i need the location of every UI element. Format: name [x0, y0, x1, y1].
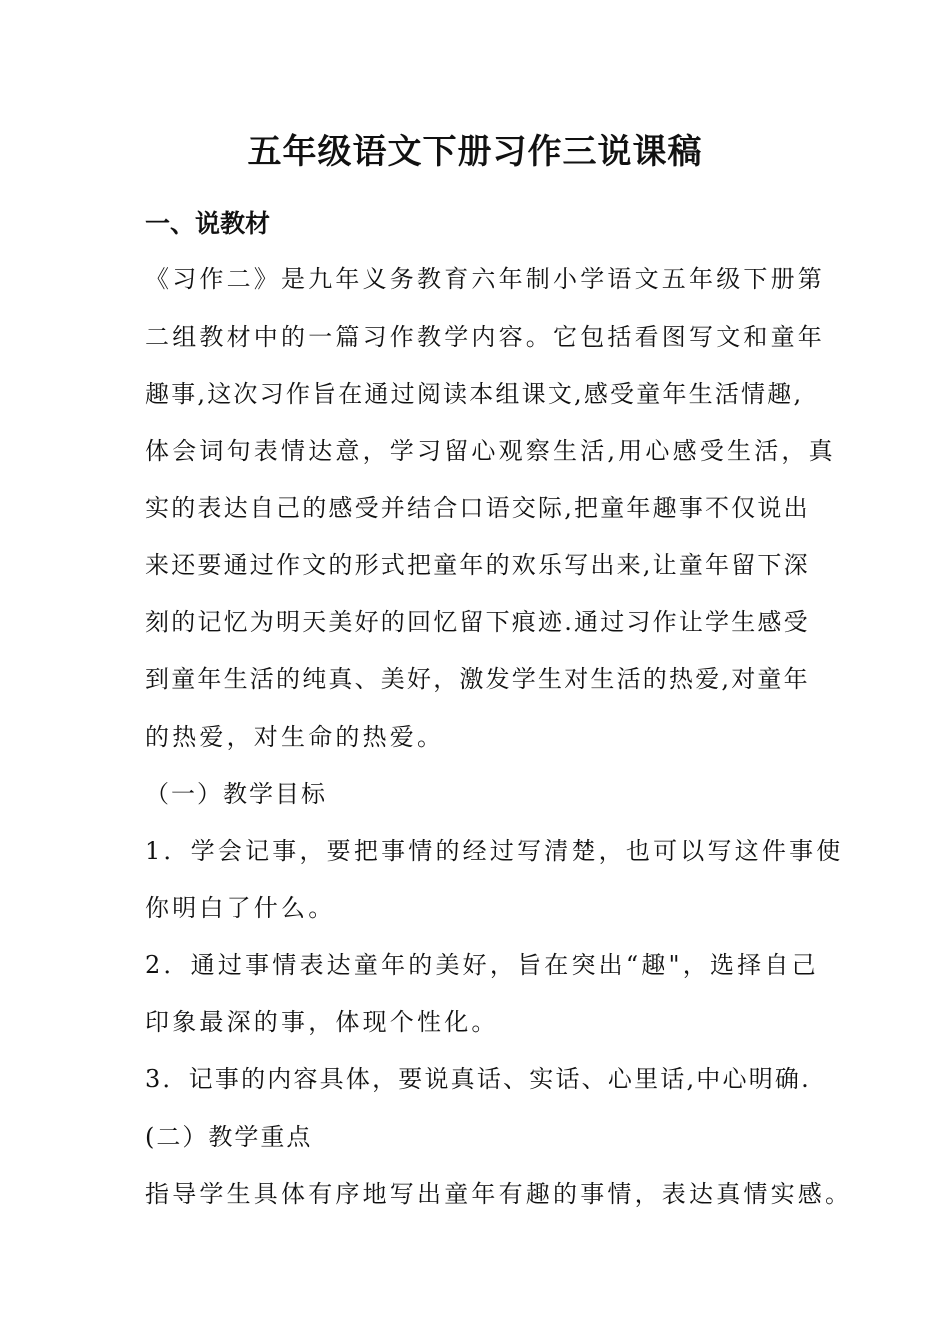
paragraph-line: 到童年生活的纯真、美好，激发学生对生活的热爱,对童年 — [145, 665, 810, 693]
paragraph-line: 指导学生具体有序地写出童年有趣的事情，表达真情实感。 — [145, 1180, 853, 1208]
paragraph-line: 《习作二》是九年义务教育六年制小学语文五年级下册第 — [145, 265, 825, 293]
goal-item-line: 1．学会记事，要把事情的经过写清楚，也可以写这件事使 — [145, 837, 844, 865]
paragraph-line: 二组教材中的一篇习作教学内容。它包括看图写文和童年 — [145, 323, 825, 351]
paragraph-line: 来还要通过作文的形式把童年的欢乐写出来,让童年留下深 — [145, 551, 810, 579]
subheading-teaching-focus: (二）教学重点 — [145, 1123, 313, 1151]
section-heading-teaching-material: 一、说教材 — [145, 209, 271, 238]
paragraph-line: 实的表达自己的感受并结合口语交际,把童年趣事不仅说出 — [145, 494, 810, 522]
goal-item-line: 2．通过事情表达童年的美好，旨在突出“趣"，选择自己 — [145, 951, 819, 979]
paragraph-line: 体会词句表情达意，学习留心观察生活,用心感受生活，真 — [145, 437, 836, 465]
paragraph-line: 趣事,这次习作旨在通过阅读本组课文,感受童年生活情趣, — [145, 380, 804, 408]
paragraph-line: 的热爱，对生命的热爱。 — [145, 723, 445, 751]
document-title: 五年级语文下册习作三说课稿 — [247, 132, 703, 172]
paragraph-line: 刻的记忆为明天美好的回忆留下痕迹.通过习作让学生感受 — [145, 608, 810, 636]
goal-item-line: 3．记事的内容具体，要说真话、实话、心里话,中心明确. — [145, 1065, 811, 1093]
goal-item-line: 印象最深的事，体现个性化。 — [145, 1008, 499, 1036]
subheading-teaching-goals: （一）教学目标 — [145, 780, 327, 808]
goal-item-line: 你明白了什么。 — [145, 894, 336, 922]
